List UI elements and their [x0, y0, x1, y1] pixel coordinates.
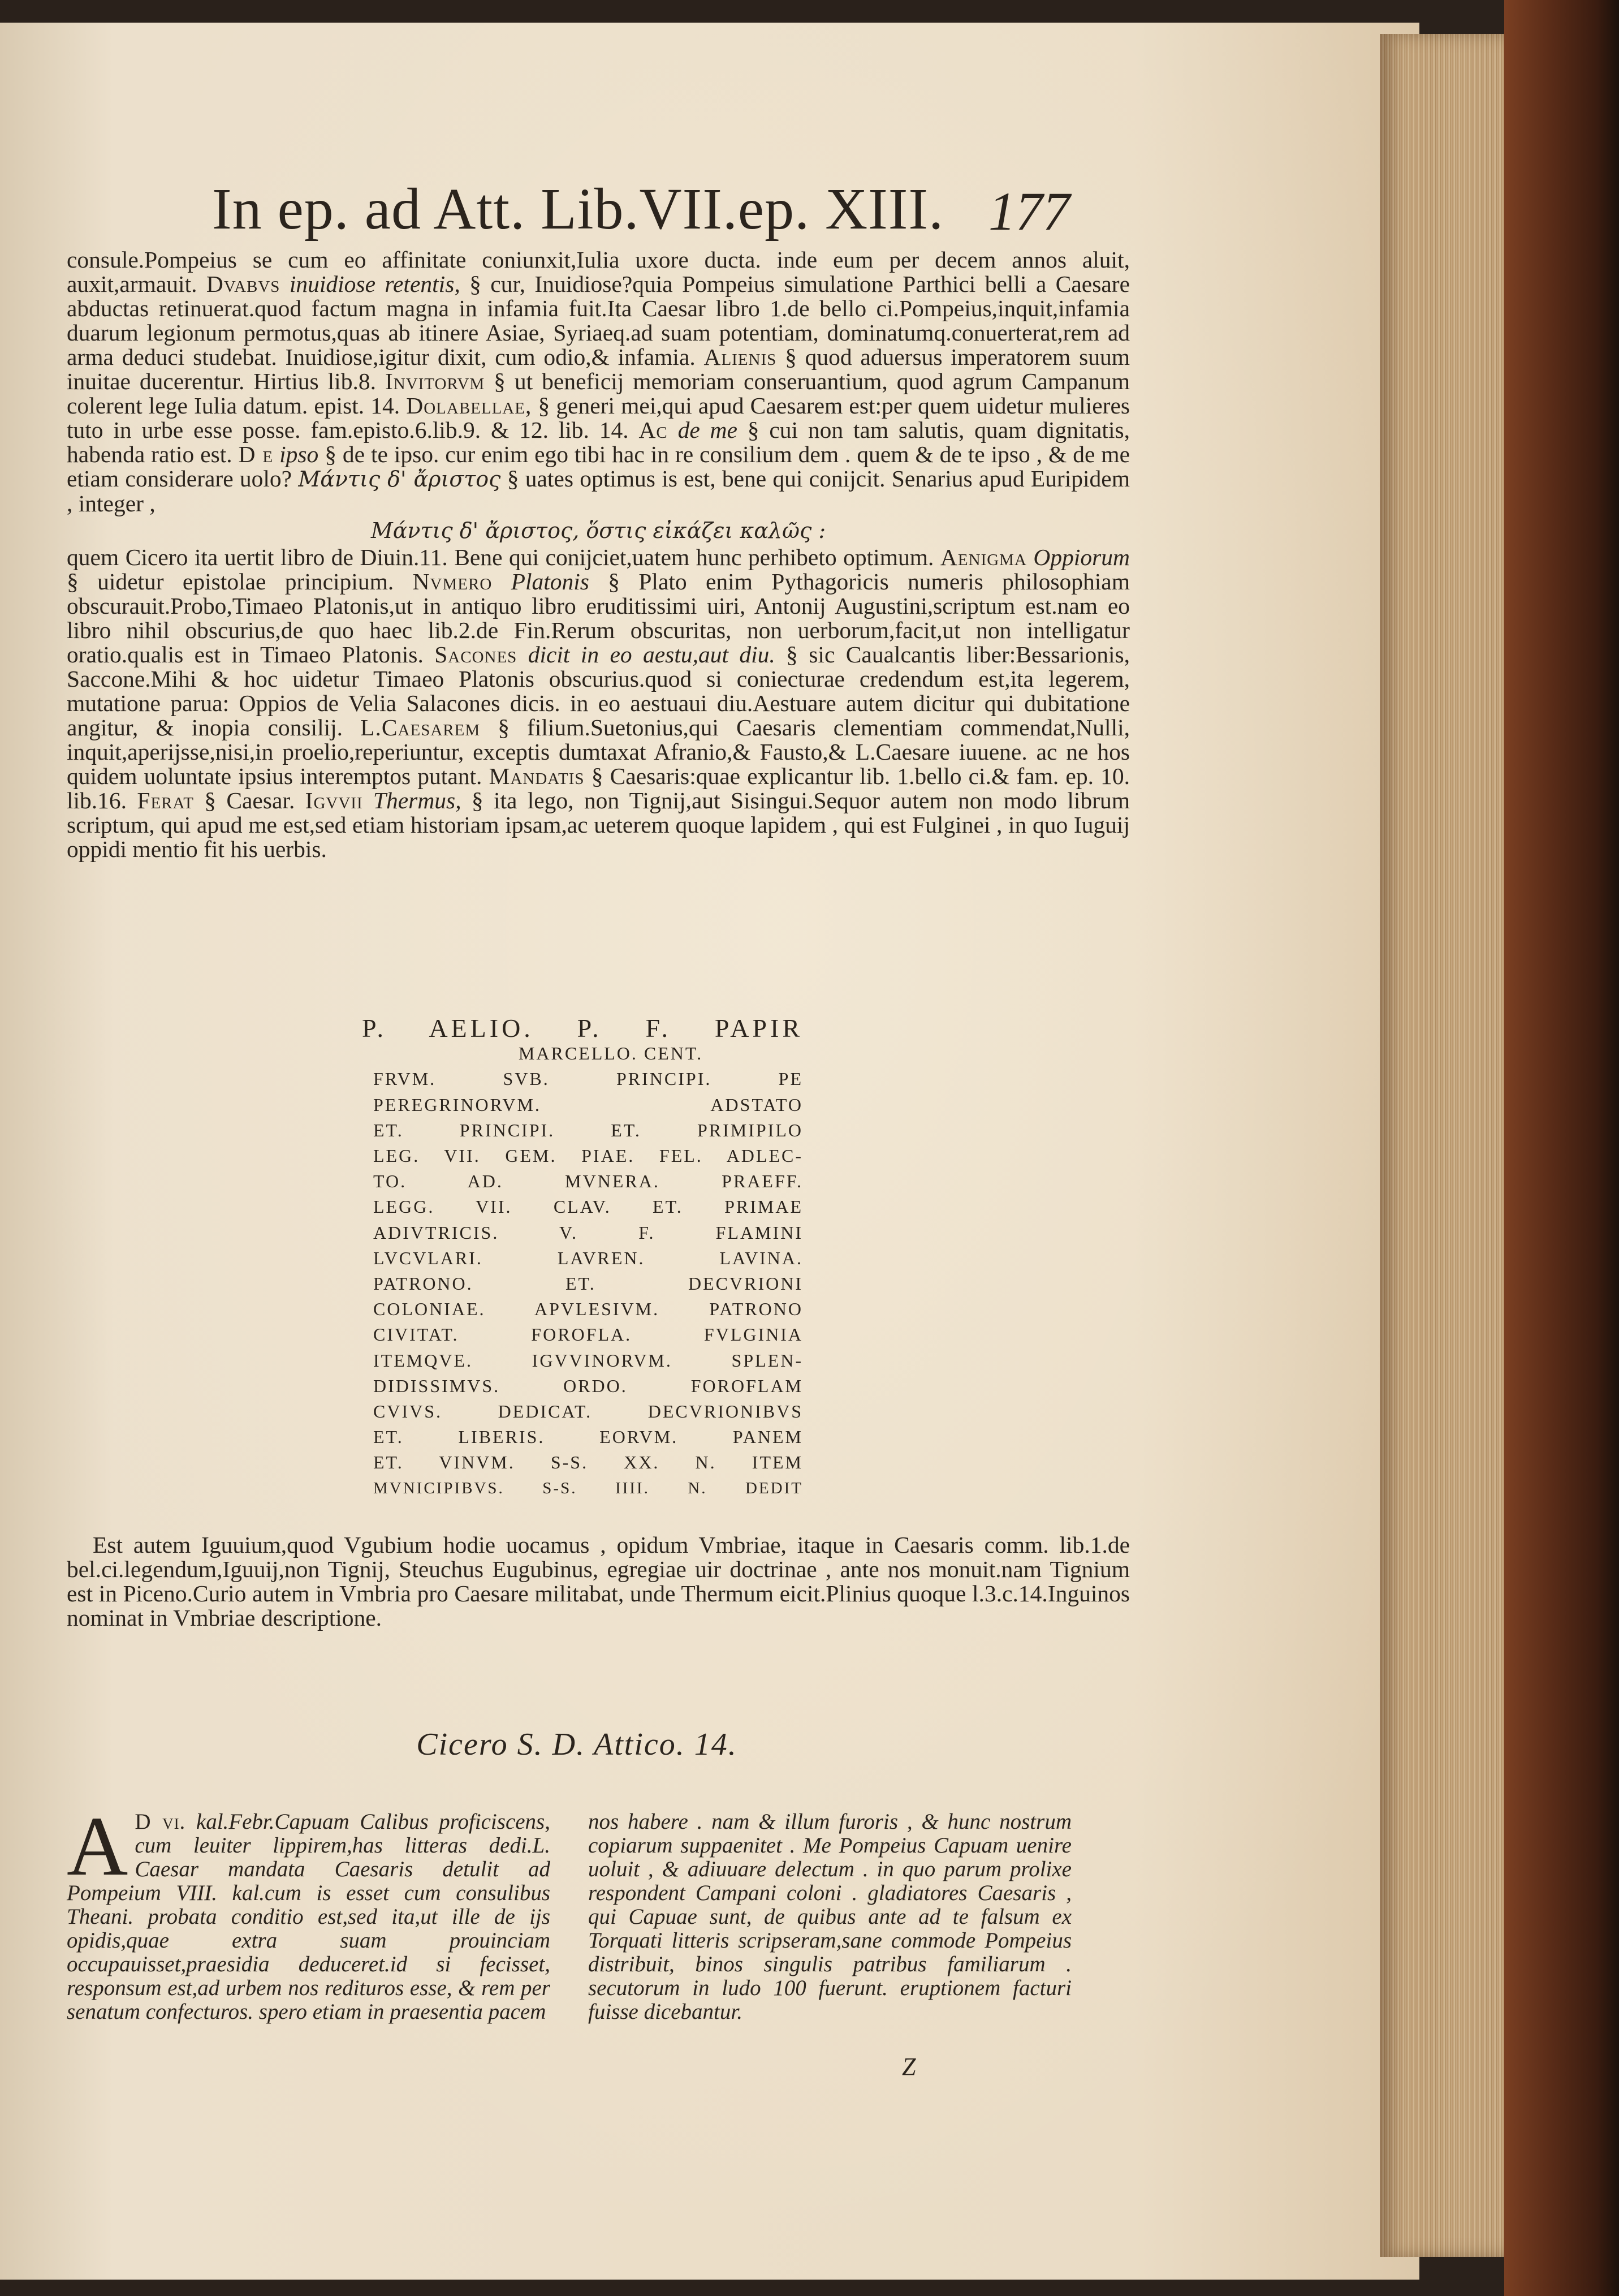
commentary-text: § Caesar.: [204, 787, 295, 813]
lemma-italic: de me: [677, 417, 737, 443]
folio-number: 177: [988, 181, 1070, 242]
letter-text-right: nos habere . nam & illum furoris , & hunc nostrum copiarum suppaenitet . Me Pompeius Capuam uenire uoluit , & adiuuare delectum . in quo parum prolixe respondent Campani coloni . gladiatores Caesaris , qui Capuae sunt, de quibus ante ad te falsum ex Torquati litteris scripseram,sane commode Pompeius distribuit, binos singulis patribus familiarum . secutorum in ludo 100 fuerunt. eruptionem facturi fuisse dicebantur.: [588, 1810, 1072, 2024]
commentary-text: § ut beneficij memoriam conseruantium, quod agrum Campanum colerent lege Iulia datum. epist. 14.: [67, 368, 1130, 419]
greek-verse: Μάντις δ' ἄριστος, ὅστις εἰκάζει καλῶς :: [370, 518, 826, 543]
lemma: Dvabvs: [206, 271, 280, 297]
commentary-text: § Caesaris:quae explicantur lib. 1.bello ci.& fam. ep. 10. lib.16.: [67, 763, 1130, 813]
letter-title: Cicero S. D. Attico. 14.: [416, 1727, 737, 1762]
letter-column-right: [588, 1810, 1072, 2024]
drop-capital: A: [67, 1799, 128, 1893]
lemma: D e: [238, 441, 274, 467]
commentary-text: § ita lego, non Tignij,aut Sisingui.Sequor autem non modo librum scriptum, qui apud me est,sed etiam historiam ipsam,ac ueterem quoque lapidem , qui est Fulginei , in quo Iuguij oppidi mentio fit his uerbis.: [67, 787, 1130, 862]
page-fore-edge: [1380, 34, 1521, 2257]
lemma-italic: Oppiorum: [1033, 544, 1130, 570]
lemma: Dolabellae,: [406, 393, 532, 419]
lemma: Nvmero: [412, 568, 493, 595]
commentary-text: § cur, Inuidiose?quia Pompeius simulatione Parthici belli a Caesare abductas retinuerat.quod factum magna in infamia fuit.Ita Caesar libro 1.de bello ci.Pompeius,inquit,infamia duarum legionum permotus,quas ab itinere Asiae, Syriaeq.ad suam potentiam, dominatumq.conuerterat,rem ad arma deduci studebat. Inuidiose,igitur dixit, cum odio,& infamia.: [67, 271, 1130, 370]
lemma-italic: inuidiose retentis,: [289, 271, 460, 297]
inscription-line: ET. LIBERIS. EORVM. PANEM: [373, 1427, 803, 1448]
lemma: Igvvii: [305, 787, 363, 813]
inscription-line: P. AELIO. P. F. PAPIR: [362, 1014, 803, 1043]
letter-text-left: kal.Febr.Capuam Calibus proficiscens, cum leuiter lippirem,has litteras dedi.L. Caesar mandata Caesaris detulit ad Pompeium VIII. kal.cum is esset cum consulibus Theani. probata conditio est,sed ita,ut ille de ijs opidis,quae extra suam prouinciam occupauisset,praesidia deduceret.id si fecisset, responsum est,ad urbem nos redituros esse, & rem per senatum confecturos. spero etiam in praesentia pacem: [67, 1810, 550, 2024]
signature-mark: Z: [902, 2053, 916, 2080]
letter-opening: D vi.: [135, 1810, 186, 1834]
commentary-text: quem Cicero ita uertit libro de Diuin.11. Bene qui conijciet,uatem hunc perhibeto optimum.: [67, 544, 934, 570]
letter-column-left: [67, 1799, 550, 2024]
lemma: Mandatis: [489, 763, 585, 789]
lemma-italic: Platonis: [511, 568, 589, 595]
commentary-text: § de te ipso. cur enim ego tibi hac in re consilium dem . quem & de te ipso , & de me etiam considerare uolo?: [67, 441, 1130, 492]
inscription-line: CVIVS. DEDICAT. DECVRIONIBVS: [373, 1401, 803, 1422]
commentary-text: § filium.Suetonius,qui Caesaris clementiam commendat,Nulli, inquit,aperijsse,nisi,in proelio,reperiuntur, exceptis dumtaxat Afranio,& Fausto,& L.Caesare iuuene. ac ne hos quidem uoluntate ipsius interemptos putant.: [67, 714, 1130, 789]
running-title: In ep. ad Att. Lib.VII.ep. XIII.: [212, 176, 944, 242]
inscription-line: ET. VINVM. S-S. XX. N. ITEM: [373, 1452, 803, 1473]
commentary-text: § Plato enim Pythagoricis numeris philosophiam obscurauit.Probo,Timaeo Platonis,ut in antiquo libro eruditissimi uiri, Antonij Augustini,scriptum est.nam eo libro nihil obscurius,de quo haec lib.2.de Fin.Rerum obscuritas, non uerborum,facit,ut non intelligatur oratio.qualis est in Timaeo Platonis.: [67, 568, 1130, 667]
inscription-line: PEREGRINORVM. ADSTATO: [373, 1094, 803, 1115]
inscription-line: MVNICIPIBVS. S-S. IIII. N. DEDIT: [373, 1479, 803, 1497]
inscription-line: FRVM. SVB. PRINCIPI. PE: [373, 1069, 803, 1089]
greek-lemma: Μάντις δ' ἄριστος: [298, 467, 501, 492]
lemma: Alienis: [703, 344, 777, 370]
latin-inscription: [362, 1014, 803, 1501]
lemma: Ac: [638, 417, 668, 443]
inscription-line: LEGG. VII. CLAV. ET. PRIMAE: [373, 1196, 803, 1217]
closing-paragraph: [67, 1533, 1130, 1630]
commentary-text: § generi mei,qui apud Caesarem est:per quem uidetur mulieres tuto in urbe esse posse. fam.episto.6.lib.9. & 12. lib. 14.: [67, 393, 1130, 443]
lemma: L.Caesarem: [360, 714, 481, 740]
inscription-line: LVCVLARI. LAVREN. LAVINA.: [373, 1247, 803, 1268]
lemma-italic: Thermus,: [373, 787, 461, 813]
lemma: Aenigma: [940, 544, 1027, 570]
inscription-line: MARCELLO. CENT.: [518, 1043, 703, 1064]
commentary-text: § quod aduersus imperatorem suum inuitae ducerentur. Hirtius lib.8.: [67, 344, 1130, 394]
book-cover: [1504, 0, 1619, 2296]
lemma-italic: dicit in eo aestu,aut diu.: [528, 641, 775, 667]
lemma: Invitorvm: [385, 368, 485, 394]
inscription-line: ET. PRINCIPI. ET. PRIMIPILO: [373, 1119, 803, 1140]
inscription-line: ITEMQVE. IGVVINORVM. SPLEN-: [373, 1350, 803, 1371]
commentary-text: § uidetur epistolae principium.: [67, 568, 394, 595]
inscription-line: TO. AD. MVNERA. PRAEFF.: [373, 1171, 803, 1192]
inscription-line: LEG. VII. GEM. PIAE. FEL. ADLEC-: [373, 1145, 803, 1166]
lemma: Ferat: [137, 787, 194, 813]
commentary-text: consule.Pompeius se cum eo affinitate coniunxit,Iulia uxore ducta. inde eum per decem annos aluit, auxit,armauit.: [67, 247, 1130, 297]
inscription-line: PATRONO. ET. DECVRIONI: [373, 1273, 803, 1294]
lemma: Sacones: [434, 641, 517, 667]
lemma-italic: ipso: [279, 441, 319, 467]
book-page: [0, 23, 1419, 2280]
commentary-text: § uates optimus is est, bene qui conijcit. Senarius apud Euripidem , integer ,: [67, 466, 1130, 516]
commentary-text: § cui non tam salutis, quam dignitatis, habenda ratio est.: [67, 417, 1130, 467]
inscription-line: COLONIAE. APVLESIVM. PATRONO: [373, 1299, 803, 1320]
closing-text: Est autem Iguuium,quod Vgubium hodie uocamus , opidum Vmbriae, itaque in Caesaris comm. lib.1.de bel.ci.legendum,Iguuij,non Tignij, Steuchus Eugubinus, egregiae uir doctrinae , ante nos monuit.nam Tignium est in Piceno.Curio autem in Vmbria pro Caesare militabat, unde Thermum eicit.Plinius quoque l.3.c.14.Inguinos nominat in Vmbriae descriptione.: [67, 1532, 1130, 1631]
inscription-line: CIVITAT. FOROFLA. FVLGINIA: [373, 1324, 803, 1345]
inscription-line: DIDISSIMVS. ORDO. FOROFLAM: [373, 1375, 803, 1396]
commentary-text: § sic Caualcantis liber:Bessarionis, Saccone.Mihi & hoc uidetur Timaeo Platonis obscurius.quod si coniecturae credendum est,ita legerem, mutatione parua: Oppios de Velia Salacones dicis. in eo aestuaui diu.Aestuare autem dicitur qui dubitatione angitur, & inopia consilij.: [67, 641, 1130, 740]
inscription-line: ADIVTRICIS. V. F. FLAMINI: [373, 1222, 803, 1243]
commentary-block-1: [67, 248, 1130, 861]
